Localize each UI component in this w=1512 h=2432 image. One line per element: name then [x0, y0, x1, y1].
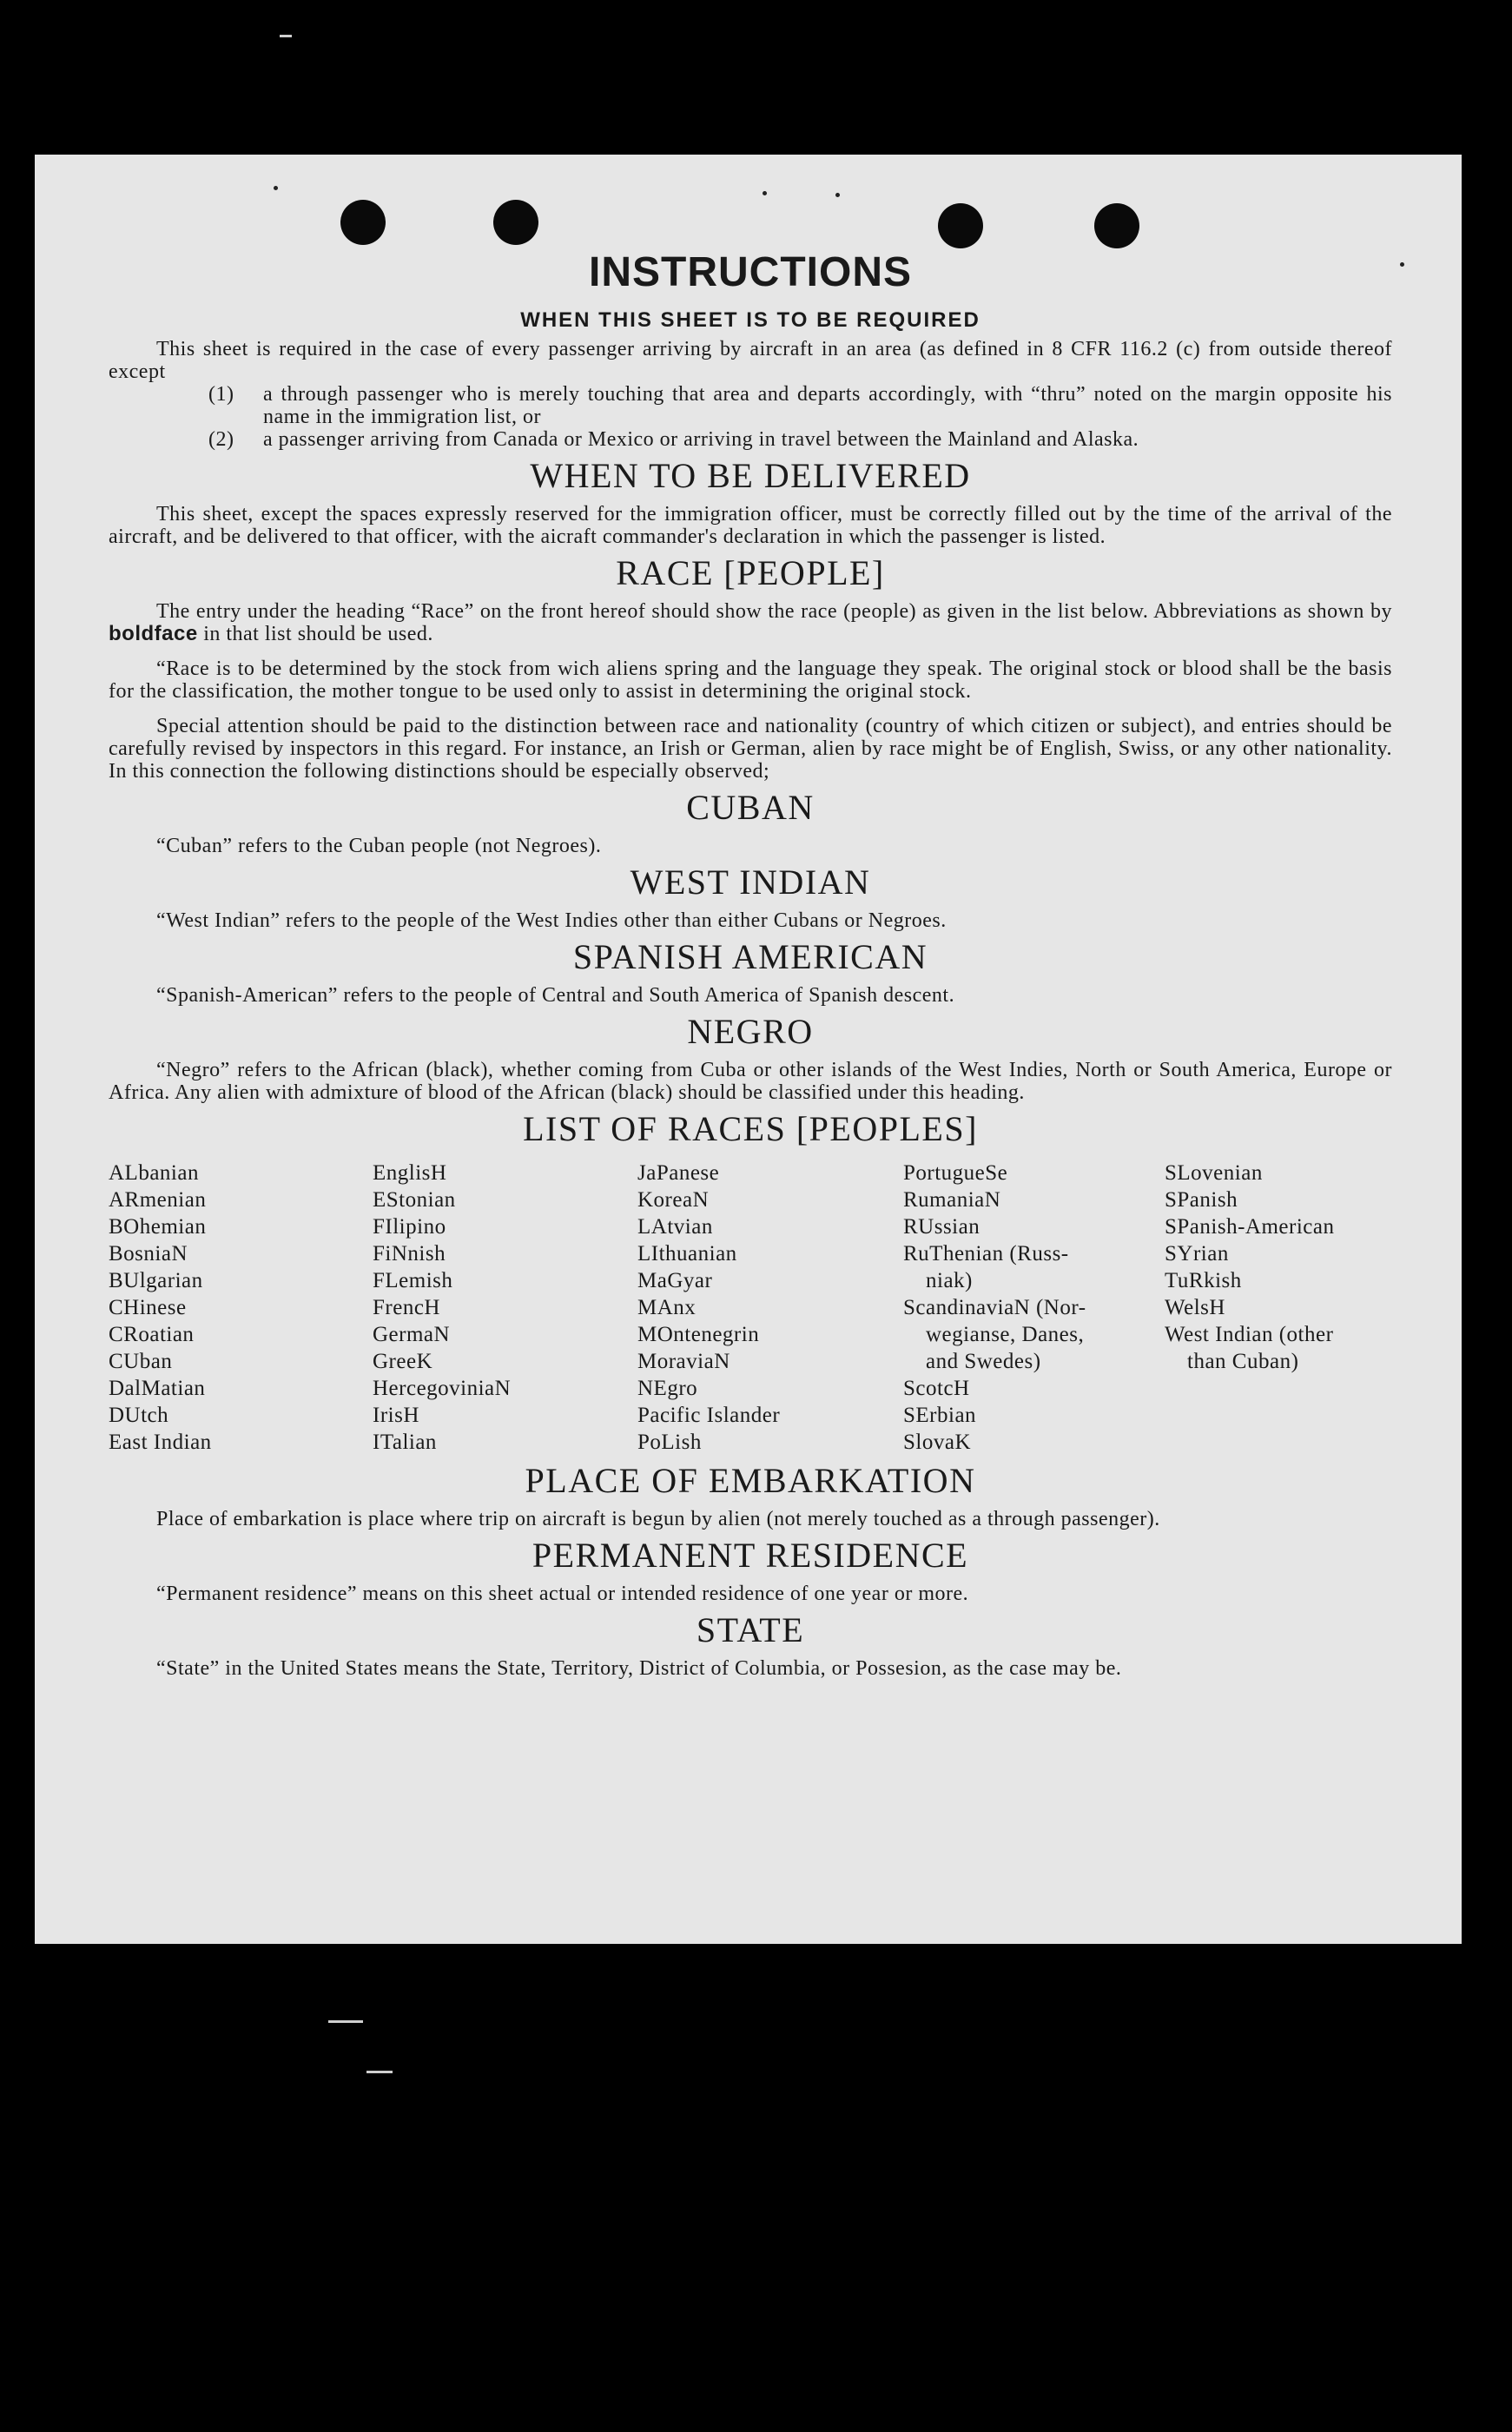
- race-entry: ScotcH: [903, 1376, 970, 1400]
- race-entry: IrisH: [373, 1403, 419, 1427]
- races-column-4: [903, 1160, 1165, 1456]
- punch-hole: [493, 200, 538, 245]
- race-entry: EnglisH: [373, 1160, 447, 1185]
- race-entry: MOntenegrin: [637, 1322, 760, 1346]
- race-entry: MoraviaN: [637, 1349, 730, 1373]
- race-entry-continued: wegianse, Danes,: [926, 1322, 1085, 1346]
- delivered-paragraph: This sheet, except the spaces expressly reserved for the immigration officer, must be correctly filled out by the time of the arrival of the aircraft, and be delivered to that officer, with the aicraft commander's declaration in which the passenger is listed.: [109, 502, 1392, 548]
- race-paragraph-1: [109, 600, 1392, 645]
- race-entry: MaGyar: [637, 1268, 713, 1292]
- race-entry: BosniaN: [109, 1241, 188, 1266]
- race-entry: FiNnish: [373, 1241, 446, 1266]
- instructions-body: [109, 250, 1392, 1680]
- race-entry-continued: and Swedes): [926, 1349, 1041, 1373]
- race-entry: BOhemian: [109, 1214, 207, 1239]
- race-paragraph-2: “Race is to be determined by the stock from wich aliens spring and the language they speak. The original stock or blood shall be the basis for the classification, the mother tongue to be used only to assist in determining the original stock.: [109, 657, 1392, 703]
- spanish-american-paragraph: “Spanish-American” refers to the people of Central and South America of Spanish descent.: [156, 983, 955, 1007]
- race-entry: WelsH: [1165, 1295, 1225, 1319]
- race-entry: LAtvian: [637, 1214, 713, 1239]
- section-heading-state: STATE: [696, 1609, 805, 1649]
- exception-number: (2): [208, 427, 234, 451]
- race-entry: MAnx: [637, 1295, 697, 1319]
- race-entry: TuRkish: [1165, 1268, 1242, 1292]
- races-column-3: [637, 1160, 903, 1456]
- race-entry: HercegoviniaN: [373, 1376, 512, 1400]
- race-entry: LIthuanian: [637, 1241, 737, 1266]
- race-entry: RumaniaN: [903, 1187, 1001, 1212]
- races-column-5: [1165, 1160, 1392, 1456]
- races-column-1: [109, 1160, 373, 1456]
- west-indian-paragraph: “West Indian” refers to the people of the West Indies other than either Cubans or Negroes.: [156, 909, 947, 932]
- race-p1-text-end: in that list should be used.: [203, 622, 433, 645]
- race-entry: SErbian: [903, 1403, 977, 1427]
- section-heading-cuban: CUBAN: [686, 787, 815, 827]
- race-entry: CRoatian: [109, 1322, 195, 1346]
- punch-hole: [340, 200, 386, 245]
- races-list: [109, 1160, 1392, 1456]
- race-entry: BUlgarian: [109, 1268, 203, 1292]
- race-entry: CUban: [109, 1349, 173, 1373]
- race-entry: EStonian: [373, 1187, 456, 1212]
- section-heading-races-list: LIST OF RACES [PEOPLES]: [523, 1108, 978, 1148]
- section-heading-negro: NEGRO: [687, 1011, 814, 1051]
- race-entry: SPanish: [1165, 1187, 1238, 1212]
- race-entry: West Indian (other: [1165, 1322, 1334, 1346]
- scan-dot: [835, 193, 840, 197]
- section-heading-race: RACE [PEOPLE]: [616, 552, 885, 592]
- instruction-sheet: [35, 155, 1462, 1944]
- race-entry-continued: than Cuban): [1187, 1349, 1299, 1373]
- punch-hole: [1094, 203, 1139, 248]
- punch-hole: [938, 203, 983, 248]
- residence-paragraph: “Permanent residence” means on this sheet actual or intended residence of one year or more.: [156, 1582, 969, 1605]
- exception-number: (1): [208, 382, 234, 406]
- race-entry: SPanish-American: [1165, 1214, 1335, 1239]
- race-entry: GreeK: [373, 1349, 433, 1373]
- race-entry: East Indian: [109, 1430, 212, 1454]
- section-heading-delivered: WHEN TO BE DELIVERED: [530, 455, 971, 495]
- scan-dot: [1400, 262, 1404, 267]
- races-column-2: [373, 1160, 637, 1456]
- race-entry: NEgro: [637, 1376, 698, 1400]
- state-paragraph: “State” in the United States means the State, Territory, District of Columbia, or Possesion, as the case may be.: [156, 1656, 1122, 1680]
- race-entry: RUssian: [903, 1214, 980, 1239]
- race-entry: SLovenian: [1165, 1160, 1263, 1185]
- race-entry: DUtch: [109, 1403, 169, 1427]
- intro-paragraph: This sheet is required in the case of every passenger arriving by aircraft in an area (as defined in 8 CFR 116.2 (c) from outside thereof except: [109, 337, 1392, 383]
- negro-paragraph: “Negro” refers to the African (black), whether coming from Cuba or other islands of the West Indies, North or South America, Europe or Africa. Any alien with admixture of blood of the African (black) should be classified under this heading.: [109, 1058, 1392, 1104]
- race-entry: RuThenian (Russ-: [903, 1241, 1069, 1266]
- race-entry: ALbanian: [109, 1160, 199, 1185]
- page-title: INSTRUCTIONS: [589, 249, 912, 295]
- section-heading-west-indian: WEST INDIAN: [630, 862, 871, 902]
- exception-text: a through passenger who is merely touching that area and departs accordingly, with “thru” noted on the margin opposite his name in the immigration list, or: [263, 382, 1392, 428]
- scan-speck: [366, 2071, 393, 2073]
- race-paragraph-3: Special attention should be paid to the distinction between race and nationality (country of which citizen or subject), and entries should be carefully revised by inspectors in this regard. For instance, an Irish or German, alien by race might be of English, Swiss, or any other nationality. In this connection the following distinctions should be especially observed;: [109, 714, 1392, 783]
- race-entry: KoreaN: [637, 1187, 710, 1212]
- race-entry: JaPanese: [637, 1160, 720, 1185]
- race-entry: ScandinaviaN (Nor-: [903, 1295, 1086, 1319]
- exception-text: a passenger arriving from Canada or Mexico or arriving in travel between the Mainland and Alaska.: [263, 427, 1139, 451]
- race-entry: PoLish: [637, 1430, 702, 1454]
- section-heading-spanish-american: SPANISH AMERICAN: [572, 936, 928, 976]
- race-entry-continued: niak): [926, 1268, 973, 1292]
- race-entry: FrencH: [373, 1295, 440, 1319]
- boldface-term: boldface: [109, 621, 198, 645]
- cuban-paragraph: “Cuban” refers to the Cuban people (not Negroes).: [156, 834, 602, 857]
- race-entry: ITalian: [373, 1430, 437, 1454]
- section-heading-embarkation: PLACE OF EMBARKATION: [525, 1460, 976, 1500]
- section-heading-residence: PERMANENT RESIDENCE: [532, 1535, 969, 1575]
- race-entry: DalMatian: [109, 1376, 206, 1400]
- race-entry: SlovaK: [903, 1430, 971, 1454]
- race-p1-text: The entry under the heading “Race” on the front hereof should show the race (people) as given in the list below. Abbreviations as shown by: [156, 599, 1392, 623]
- race-entry: ARmenian: [109, 1187, 207, 1212]
- race-entry: GermaN: [373, 1322, 451, 1346]
- race-entry: SYrian: [1165, 1241, 1229, 1266]
- race-entry: FLemish: [373, 1268, 453, 1292]
- scan-speck: [280, 35, 292, 37]
- embarkation-paragraph: Place of embarkation is place where trip on aircraft is begun by alien (not merely touched as a through passenger).: [156, 1507, 1160, 1530]
- race-entry: PortugueSe: [903, 1160, 1008, 1185]
- exception-item: [109, 383, 1392, 428]
- race-entry: Pacific Islander: [637, 1403, 781, 1427]
- race-entry: CHinese: [109, 1295, 187, 1319]
- race-entry: FIlipino: [373, 1214, 446, 1239]
- exception-item: [109, 428, 1392, 451]
- scan-dot: [763, 191, 767, 195]
- page-subtitle: WHEN THIS SHEET IS TO BE REQUIRED: [520, 307, 980, 332]
- scan-speck: [328, 2020, 363, 2023]
- scan-dot: [274, 186, 278, 190]
